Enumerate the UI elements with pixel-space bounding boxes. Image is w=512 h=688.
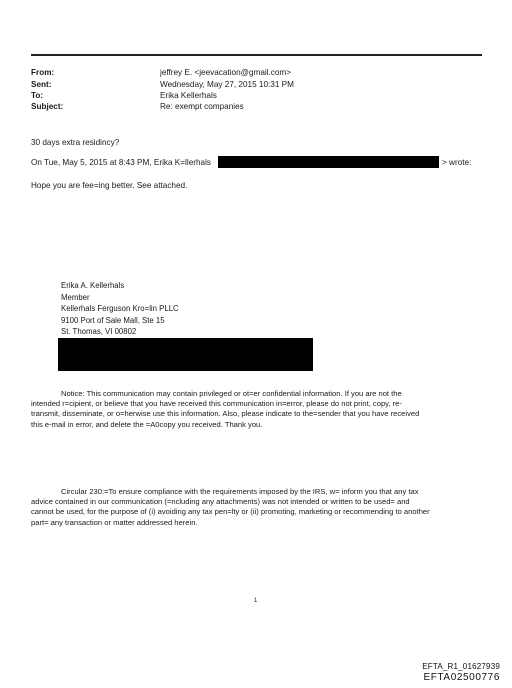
header-rule [31,54,482,56]
page-number: 1 [254,598,258,604]
from-label: From: [31,68,55,77]
sent-value: Wednesday, May 27, 2015 10:31 PM [160,80,294,89]
sent-label: Sent: [31,80,52,89]
to-value: Erika Kellerhals [160,91,217,100]
signature-address-2: St. Thomas, VI 00802 [61,327,137,336]
circular-line: Circular 230:=To ensure compliance with the requirements imposed by the IRS, w= inform you that any tax [61,487,419,496]
signature-address-1: 9100 Port of Sale Mall, Ste 15 [61,316,165,325]
signature-firm: Kellerhals Ferguson Kro=lin PLLC [61,304,179,313]
signature-title: Member [61,293,90,302]
circular-line: cannot be used, for the purpose of (i) avoiding any tax pen=lty or (ii) promoting, marketing or recommending to another [31,507,430,517]
circular-line: part= any transaction or matter addressed herein. [31,517,198,527]
body-line-greeting: Hope you are fee=ing better. See attached. [31,181,188,190]
notice-line: this e-mail in error, and delete the =A0copy you received. Thank you. [31,419,263,429]
circular-line: advice contained in our communication (=ncluding any attachments) was not intended or written to be used= and [31,497,410,507]
redaction-email [218,156,439,168]
notice-line: Notice: This communication may contain privileged or ot=er confidential information. If you are not the [61,389,402,398]
signature-name: Erika A. Kellerhals [61,281,125,290]
footer-id-secondary: EFTA02500776 [423,672,500,683]
circular-paragraph [31,487,491,528]
notice-line: intended r=cipient, or believe that you have received this communication in=error, please do not print, copy, re- [31,399,402,409]
notice-paragraph [31,389,491,430]
subject-label: Subject: [31,102,64,111]
quote-attribution-prefix: On Tue, May 5, 2015 at 8:43 PM, Erika K=llerhals [31,158,211,167]
notice-line: transmit, disseminate, or o=herwise use this information. Also, please indicate to the=sender that you have received [31,409,420,419]
footer-id-primary: EFTA_R1_01627939 [422,662,500,671]
body-line-question: 30 days extra residincy? [31,138,120,147]
redaction-signature-block [58,338,313,371]
from-value: jeffrey E. <jeevacation@gmail.com> [160,68,292,77]
subject-value: Re: exempt companies [160,102,244,111]
quote-attribution-suffix: > wrote: [442,158,472,167]
to-label: To: [31,91,44,100]
